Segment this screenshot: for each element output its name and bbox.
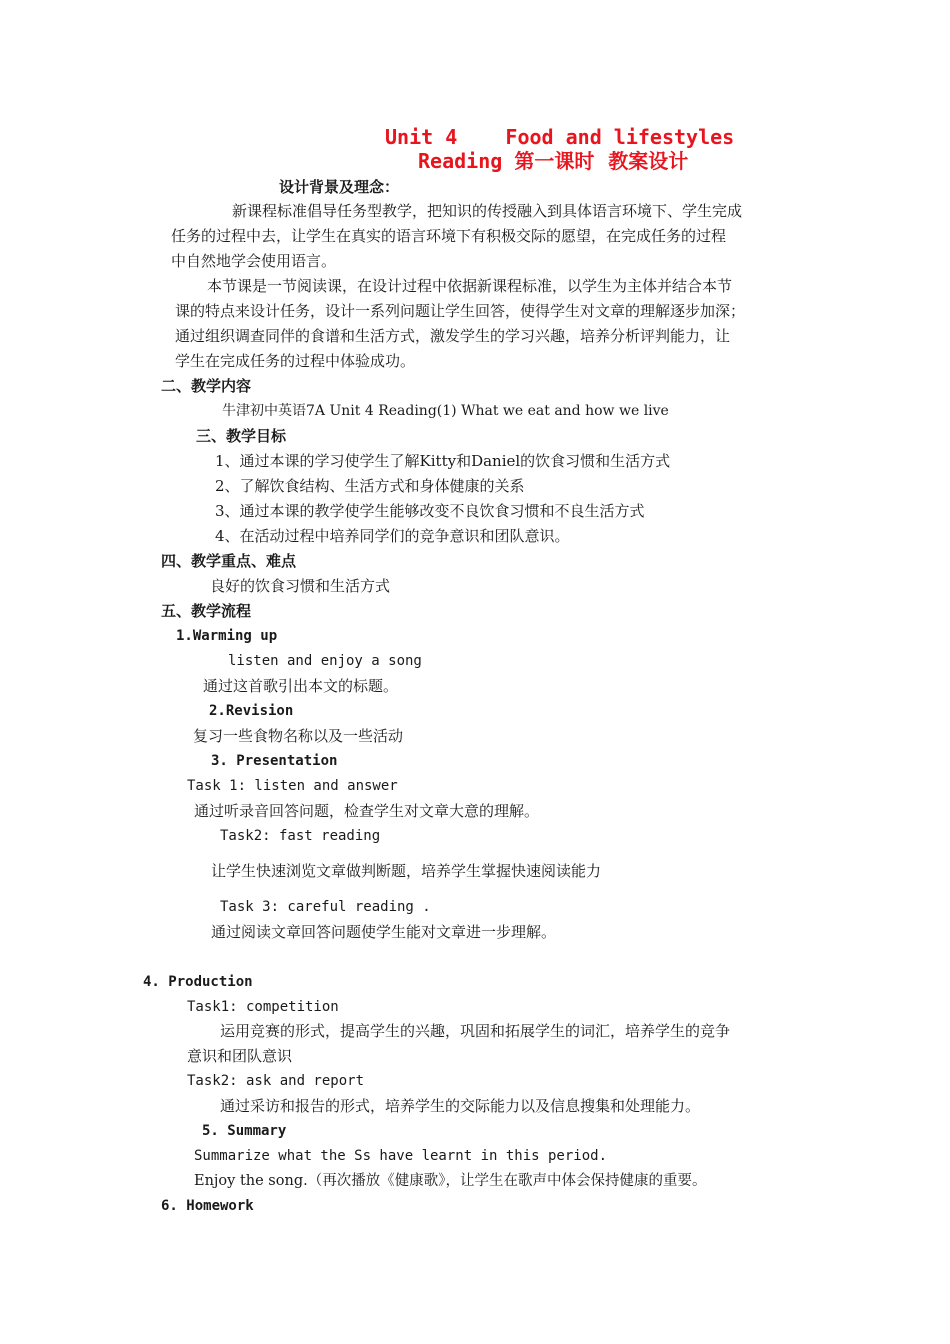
objective-item: 3、通过本课的教学使学生能够改变不良饮食习惯和不良生活方式 bbox=[215, 502, 645, 520]
production-heading: 4. Production bbox=[143, 974, 253, 990]
production-task2: Task2: ask and report bbox=[187, 1073, 365, 1089]
objectives-heading: 三、教学目标 bbox=[196, 427, 287, 445]
objective-item: 2、了解饮食结构、生活方式和身体健康的关系 bbox=[215, 477, 525, 495]
background-p1-line: 中自然地学会使用语言。 bbox=[171, 252, 337, 270]
keypoints-text: 良好的饮食习惯和生活方式 bbox=[210, 577, 391, 595]
presentation-task3: Task 3: careful reading . bbox=[220, 899, 431, 915]
warmup-desc: 通过这首歌引出本文的标题。 bbox=[203, 677, 399, 695]
homework-heading: 6. Homework bbox=[161, 1198, 254, 1214]
content-text: 牛津初中英语7A Unit 4 Reading(1) What we eat and how we live bbox=[222, 403, 669, 419]
background-p1-line: 新课程标准倡导任务型教学，把知识的传授融入到具体语言环境下、学生完成 bbox=[232, 202, 743, 220]
doc-title-line2-cn: 第一课时 教案设计 bbox=[514, 149, 689, 173]
presentation-task2: Task2: fast reading bbox=[220, 828, 381, 844]
keypoints-heading: 四、教学重点、难点 bbox=[161, 552, 297, 570]
doc-title-line2-en: Reading bbox=[418, 149, 515, 173]
background-heading: 设计背景及理念： bbox=[279, 178, 400, 196]
summary-heading: 5. Summary bbox=[202, 1123, 287, 1139]
presentation-task2-desc: 让学生快速浏览文章做判断题，培养学生掌握快速阅读能力 bbox=[211, 862, 602, 880]
doc-title-line2 bbox=[418, 149, 688, 173]
production-task2-desc: 通过采访和报告的形式，培养学生的交际能力以及信息搜集和处理能力。 bbox=[220, 1097, 701, 1115]
production-task1: Task1: competition bbox=[187, 999, 339, 1015]
content-heading: 二、教学内容 bbox=[161, 377, 252, 395]
doc-title-line1: Unit 4 Food and lifestyles bbox=[385, 125, 735, 149]
background-p2-line: 通过组织调查同伴的食谱和生活方式，激发学生的学习兴趣，培养分析评判能力，让 bbox=[175, 327, 731, 345]
background-p2-line: 学生在完成任务的过程中体验成功。 bbox=[175, 352, 416, 370]
presentation-task1: Task 1: listen and answer bbox=[187, 778, 398, 794]
presentation-task3-desc: 通过阅读文章回答问题使学生能对文章进一步理解。 bbox=[211, 923, 557, 941]
summary-line2: Enjoy the song.（再次播放《健康歌》，让学生在歌声中体会保持健康的重要。 bbox=[194, 1173, 707, 1189]
revision-desc: 复习一些食物名称以及一些活动 bbox=[193, 727, 404, 745]
production-task1-desc-line: 运用竞赛的形式，提高学生的兴趣，巩固和拓展学生的词汇，培养学生的竞争 bbox=[220, 1022, 731, 1040]
warmup-task: listen and enjoy a song bbox=[228, 653, 422, 669]
presentation-heading: 3. Presentation bbox=[211, 753, 338, 769]
background-p2-line: 本节课是一节阅读课，在设计过程中依据新课程标准，以学生为主体并结合本节 bbox=[207, 277, 733, 295]
process-heading: 五、教学流程 bbox=[161, 602, 252, 620]
background-p1-line: 任务的过程中去，让学生在真实的语言环境下有积极交际的愿望，在完成任务的过程 bbox=[171, 227, 727, 245]
production-task1-desc-line: 意识和团队意识 bbox=[187, 1047, 293, 1065]
objective-item: 4、在活动过程中培养同学们的竞争意识和团队意识。 bbox=[215, 527, 570, 545]
warmup-heading: 1.Warming up bbox=[176, 628, 278, 644]
objective-item: 1、通过本课的学习使学生了解Kitty和Daniel的饮食习惯和生活方式 bbox=[215, 452, 671, 470]
background-p2-line: 课的特点来设计任务，设计一系列问题让学生回答，使得学生对文章的理解逐步加深； bbox=[175, 302, 746, 320]
summary-line1: Summarize what the Ss have learnt in this period. bbox=[194, 1148, 608, 1164]
revision-heading: 2.Revision bbox=[209, 703, 294, 719]
presentation-task1-desc: 通过听录音回答问题，检查学生对文章大意的理解。 bbox=[194, 802, 540, 820]
